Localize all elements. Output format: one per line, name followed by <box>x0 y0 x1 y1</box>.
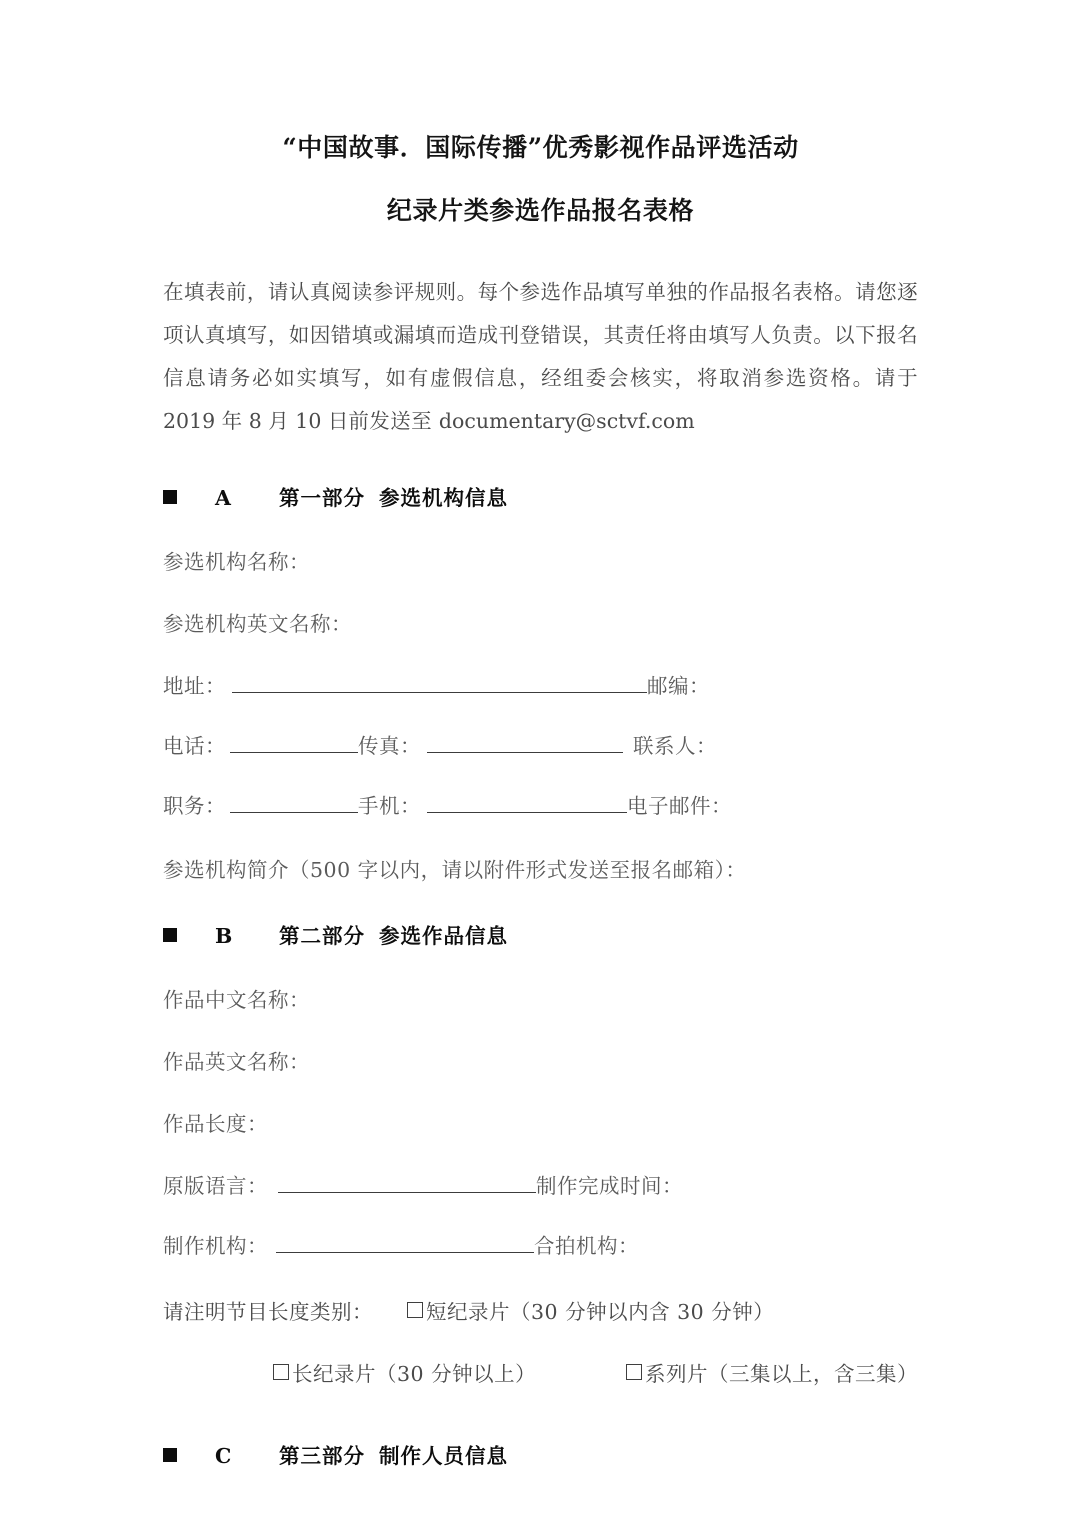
original-language-input-line[interactable] <box>278 1172 536 1193</box>
field-work-name-cn <box>163 983 918 1013</box>
filled-square-bullet-icon <box>163 928 177 942</box>
field-address-row <box>163 669 918 699</box>
field-original-language-label: 原版语言： <box>163 1174 268 1198</box>
intro-submission-email: documentary@sctvf.com <box>438 409 695 433</box>
field-position-row <box>163 789 918 819</box>
field-org-intro-label: 参选机构简介（500 字以内，请以附件形式发送至报名邮箱）： <box>163 858 747 882</box>
checkbox-icon[interactable] <box>407 1302 423 1318</box>
field-coproduction-org-label: 合拍机构： <box>534 1234 639 1258</box>
section-a-title: 参选机构信息 <box>379 486 508 510</box>
field-production-org-label: 制作机构： <box>163 1234 268 1258</box>
production-org-input-line[interactable] <box>276 1232 534 1253</box>
document-title-line-1: “中国故事．国际传播”优秀影视作品评选活动 <box>282 133 799 162</box>
section-b-title: 参选作品信息 <box>379 924 508 948</box>
section-a-letter: A <box>215 486 232 510</box>
field-completion-time-label: 制作完成时间： <box>536 1174 683 1198</box>
length-category-row-2 <box>163 1357 918 1387</box>
checkbox-icon[interactable] <box>273 1364 289 1380</box>
intro-paragraph <box>163 271 918 443</box>
position-input-line[interactable] <box>230 792 358 813</box>
field-email-label: 电子邮件： <box>627 794 732 818</box>
checkbox-option-short-documentary[interactable] <box>407 1295 774 1325</box>
fax-input-line[interactable] <box>427 732 623 753</box>
section-b-part-label: 第二部分 <box>279 924 365 948</box>
section-c-letter: C <box>215 1444 233 1468</box>
intro-paragraph-text: 在填表前，请认真阅读参评规则。每个参选作品填写单独的作品报名表格。请您逐项认真填写，如因错填或漏填而造成刊登错误，其责任将由填写人负责。以下报名信息请务必如实填写，如有虚假信息，经组委会核实，将取消参选资格。请于 <box>163 280 918 390</box>
field-org-name-en <box>163 607 918 637</box>
field-contact-label: 联系人： <box>633 734 717 758</box>
address-input-line[interactable] <box>232 672 647 693</box>
field-work-length-label: 作品长度： <box>163 1112 268 1136</box>
checkbox-option-series[interactable] <box>626 1357 918 1387</box>
field-work-length <box>163 1107 918 1137</box>
checkbox-option-series-label: 系列片（三集以上，含三集） <box>645 1362 918 1386</box>
field-org-name-en-label: 参选机构英文名称： <box>163 612 352 636</box>
section-c-title: 制作人员信息 <box>379 1444 508 1468</box>
field-phone-label: 电话： <box>163 734 226 758</box>
section-a-part-label: 第一部分 <box>279 486 365 510</box>
document-title-line-2: 纪录片类参选作品报名表格 <box>386 196 695 225</box>
phone-input-line[interactable] <box>230 732 358 753</box>
intro-deadline-date: 2019 年 8 月 10 日 <box>163 409 349 433</box>
section-b-heading <box>163 919 918 949</box>
section-c-part-label: 第三部分 <box>279 1444 365 1468</box>
field-work-name-en-label: 作品英文名称： <box>163 1050 310 1074</box>
field-work-name-cn-label: 作品中文名称： <box>163 988 310 1012</box>
field-fax-label: 传真： <box>358 734 421 758</box>
field-address-label: 地址： <box>163 674 226 698</box>
document-content <box>163 0 918 1469</box>
field-org-name <box>163 545 918 575</box>
filled-square-bullet-icon <box>163 490 177 504</box>
field-production-org-row <box>163 1229 918 1259</box>
section-c-heading <box>163 1439 918 1469</box>
length-category-row-1 <box>163 1295 918 1325</box>
checkbox-option-long-documentary-label: 长纪录片（30 分钟以上） <box>292 1362 537 1386</box>
filled-square-bullet-icon <box>163 1448 177 1462</box>
mobile-input-line[interactable] <box>427 792 627 813</box>
section-a-heading <box>163 481 918 511</box>
field-org-intro <box>163 853 918 883</box>
field-position-label: 职务： <box>163 794 226 818</box>
checkbox-icon[interactable] <box>626 1364 642 1380</box>
field-phone-row <box>163 729 918 759</box>
field-postcode-label: 邮编： <box>647 674 710 698</box>
field-original-language-row <box>163 1169 918 1199</box>
field-org-name-label: 参选机构名称： <box>163 550 310 574</box>
field-work-name-en <box>163 1045 918 1075</box>
field-mobile-label: 手机： <box>358 794 421 818</box>
length-category-prompt: 请注明节目长度类别： <box>163 1300 373 1324</box>
intro-paragraph-tail: 前发送至 <box>348 409 439 433</box>
checkbox-option-long-documentary[interactable] <box>273 1357 536 1387</box>
section-b-letter: B <box>215 924 234 948</box>
checkbox-option-short-documentary-label: 短纪录片（30 分钟以内含 30 分钟） <box>426 1300 775 1324</box>
